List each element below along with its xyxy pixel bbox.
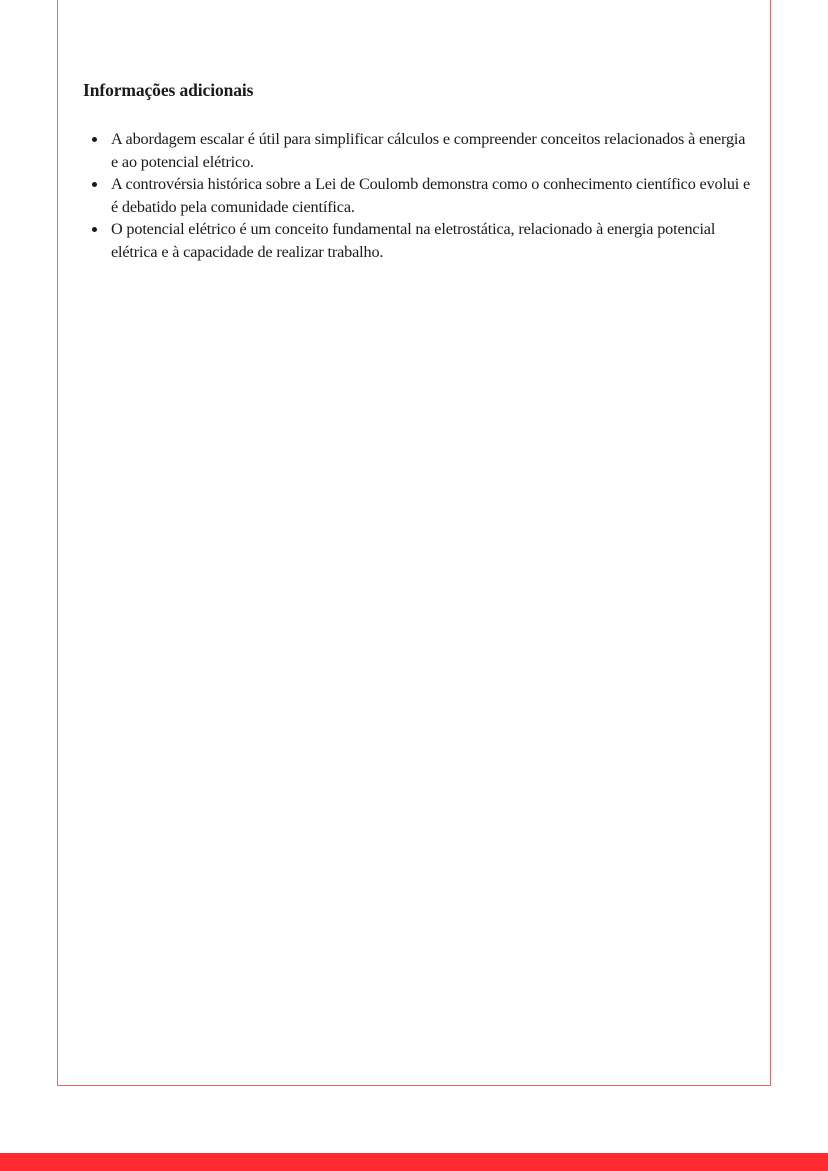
list-item-text: O potencial elétrico é um conceito fundamental na eletrostática, relacionado à energia potencial elétrica e à capacidade de realizar trabalho.	[111, 220, 716, 261]
bullet-list	[83, 128, 753, 263]
bottom-accent-bar	[0, 1153, 828, 1171]
bullet-icon	[92, 137, 97, 142]
list-item	[83, 128, 753, 173]
list-item	[83, 173, 753, 218]
list-item-text: A controvérsia histórica sobre a Lei de Coulomb demonstra como o conhecimento científico evolui e é debatido pela comunidade científica.	[111, 175, 751, 216]
bullet-icon	[92, 182, 97, 187]
list-item-text: A abordagem escalar é útil para simplificar cálculos e compreender conceitos relacionados à energia e ao potencial elétrico.	[111, 130, 746, 171]
bullet-icon	[92, 227, 97, 232]
section-title: Informações adicionais	[83, 80, 254, 100]
list-item	[83, 218, 753, 263]
